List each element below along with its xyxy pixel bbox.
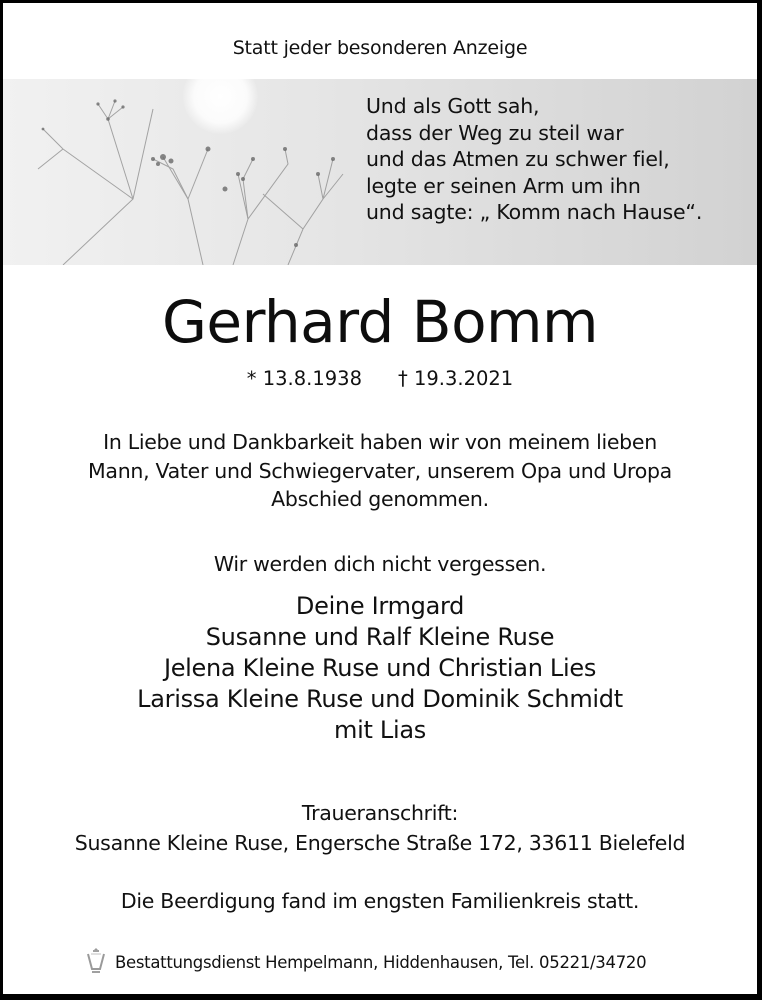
poem-line: Und als Gott sah, (366, 94, 540, 118)
farewell-line: Abschied genommen. (271, 487, 489, 511)
lantern-icon (85, 947, 107, 977)
mourning-address (3, 798, 757, 858)
motto: Wir werden dich nicht vergessen. (213, 552, 547, 576)
poem (366, 93, 702, 226)
poem-line: dass der Weg zu steil war (366, 120, 624, 145)
burial-note: Die Beerdigung fand im engsten Familienkreis statt. (120, 889, 640, 913)
address-label: Traueranschrift: (301, 801, 459, 825)
farewell-line: Mann, Vater und Schwiegervater, unserem Opa und Uropa (88, 458, 672, 483)
obituary-notice (3, 3, 757, 994)
family-member: Deine Irmgard (295, 592, 465, 620)
funeral-home-text: Bestattungsdienst Hempelmann, Hiddenhausen, Tel. 05221/34720 (115, 952, 647, 972)
dried-flower-branches-image (3, 79, 363, 265)
poem-line: und sagte: „ Komm nach Hause“. (366, 200, 703, 224)
deceased-name: Gerhard Bomm (161, 288, 599, 356)
life-dates (3, 367, 757, 390)
intro-line: Statt jeder besonderen Anzeige (232, 37, 528, 59)
address-value: Susanne Kleine Ruse, Engersche Straße 172, 33611 Bielefeld (74, 831, 686, 855)
birth-date: * 13.8.1938 (246, 367, 362, 390)
family-member: Jelena Kleine Ruse und Christian Lies (163, 654, 597, 682)
banner (3, 79, 757, 265)
family-member: mit Lias (334, 716, 426, 744)
poem-line: legte er seinen Arm um ihn (366, 173, 641, 198)
family-member: Larissa Kleine Ruse und Dominik Schmidt (137, 685, 623, 713)
farewell-line: In Liebe und Dankbarkeit haben wir von meinem lieben (103, 430, 657, 454)
poem-line: und das Atmen zu schwer fiel, (366, 147, 670, 171)
family-list (3, 591, 757, 746)
farewell-text (3, 428, 757, 514)
death-date: † 19.3.2021 (398, 367, 514, 390)
family-member: Susanne und Ralf Kleine Ruse (205, 623, 555, 651)
funeral-home-footer (85, 947, 646, 977)
